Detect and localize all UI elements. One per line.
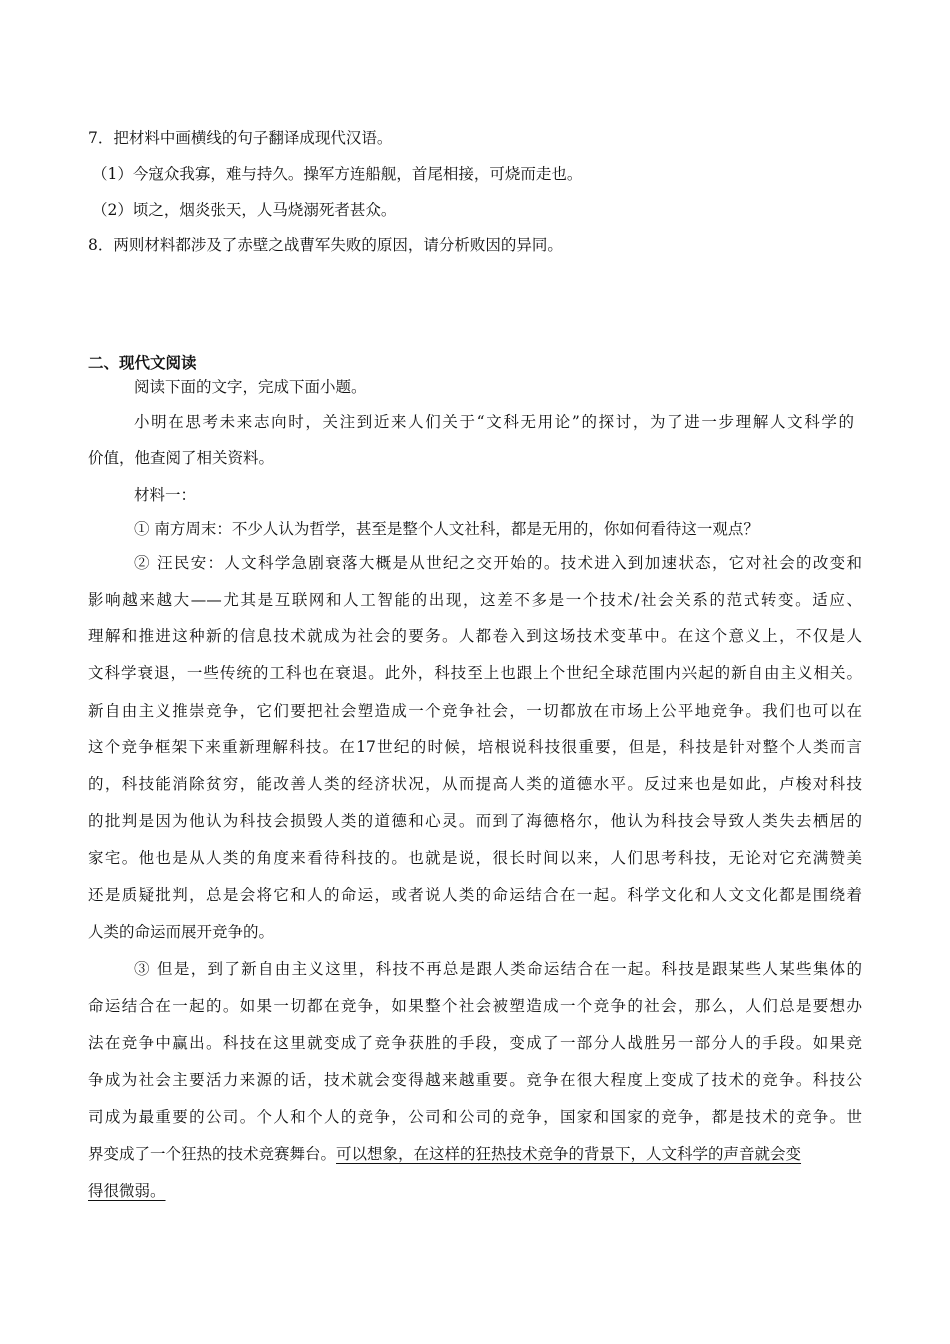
- material-paragraph-2-line: 家宅。他也是从人类的角度来看待科技的。也就是说，很长时间以来，人们思考科技，无论对它充满赞美: [88, 849, 862, 867]
- material-paragraph-2-line: 新自由主义推崇竞争，它们要把社会塑造成一个竞争社会，一切都放在市场上公平地竞争。我们也可以在: [88, 702, 862, 720]
- material-paragraph-2-line: 人类的命运而展开竞争的。: [88, 923, 275, 941]
- intro-line-1: 小明在思考未来志向时，关注到近来人们关于“文科无用论”的探讨，为了进一步理解人文科学的: [134, 413, 854, 431]
- material-paragraph-3-line: [88, 1181, 166, 1201]
- material-paragraph-3-line: [88, 1144, 801, 1164]
- material-paragraph-2-line: ② 汪民安：人文科学急剧衰落大概是从世纪之交开始的。技术进入到加速状态，它对社会的改变和: [134, 554, 862, 572]
- underlined-sentence-end: 得很微弱。: [88, 1182, 166, 1200]
- underlined-sentence: 可以想象，在这样的狂热技术竞争的背景下，人文科学的声音就会变: [336, 1145, 802, 1163]
- reading-instruction: 阅读下面的文字，完成下面小题。: [134, 378, 367, 396]
- material-paragraph-3-line: 法在竞争中赢出。科技在这里就变成了竞争获胜的手段，变成了一部分人战胜另一部分人的手段。如果竞: [88, 1034, 862, 1052]
- material-paragraph-2-line: 文科学衰退，一些传统的工科也在衰退。此外，科技至上也跟上个世纪全球范围内兴起的新自由主义相关。: [88, 664, 862, 682]
- material-paragraph-3-line: 命运结合在一起的。如果一切都在竞争，如果整个社会被塑造成一个竞争的社会，那么，人们总是要想办: [88, 997, 862, 1015]
- material-paragraph-3-line: 争成为社会主要活力来源的话，技术就会变得越来越重要。竞争在很大程度上变成了技术的竞争。科技公: [88, 1071, 862, 1089]
- material-paragraph-2-line: 的，科技能消除贫穷，能改善人类的经济状况，从而提高人类的道德水平。反过来也是如此，卢梭对科技: [88, 775, 862, 793]
- material-paragraph-2-line: 理解和推进这种新的信息技术就成为社会的要务。人都卷入到这场技术变革中。在这个意义上，不仅是人: [88, 627, 862, 645]
- question-7: 7．把材料中画横线的句子翻译成现代汉语。: [88, 129, 393, 147]
- question-7-part-2: （2）顷之，烟炎张天，人马烧溺死者甚众。: [92, 201, 397, 219]
- plain-text-segment: 界变成了一个狂热的技术竞赛舞台。: [88, 1145, 337, 1163]
- question-8: 8．两则材料都涉及了赤壁之战曹军失败的原因，请分析败因的异同。: [88, 236, 563, 254]
- material-paragraph-1: ① 南方周末：不少人认为哲学，甚至是整个人文社科，都是无用的，你如何看待这一观点？: [134, 520, 759, 538]
- material-paragraph-2-line: 的批判是因为他认为科技会损毁人类的道德和心灵。而到了海德格尔，他认为科技会导致人类失去栖居的: [88, 812, 862, 830]
- section-heading: 二、现代文阅读: [88, 353, 197, 372]
- question-7-part-1: （1）今寇众我寡，难与持久。操军方连船舰，首尾相接，可烧而走也。: [92, 165, 583, 183]
- intro-line-2: 价值，他查阅了相关资料。: [88, 449, 275, 467]
- material-label: 材料一：: [134, 486, 197, 504]
- material-paragraph-2-line: 还是质疑批判，总是会将它和人的命运，或者说人类的命运结合在一起。科学文化和人文文化都是围绕着: [88, 886, 862, 904]
- material-paragraph-2-line: 影响越来越大——尤其是互联网和人工智能的出现，这差不多是一个技术/社会关系的范式转变。适应、: [88, 591, 862, 609]
- material-paragraph-3-line: 司成为最重要的公司。个人和个人的竞争，公司和公司的竞争，国家和国家的竞争，都是技术的竞争。世: [88, 1108, 862, 1126]
- material-paragraph-3-line: ③ 但是，到了新自由主义这里，科技不再总是跟人类命运结合在一起。科技是跟某些人某些集体的: [134, 960, 862, 978]
- material-paragraph-2-line: 这个竞争框架下来重新理解科技。在17世纪的时候，培根说科技很重要，但是，科技是针对整个人类而言: [88, 738, 862, 756]
